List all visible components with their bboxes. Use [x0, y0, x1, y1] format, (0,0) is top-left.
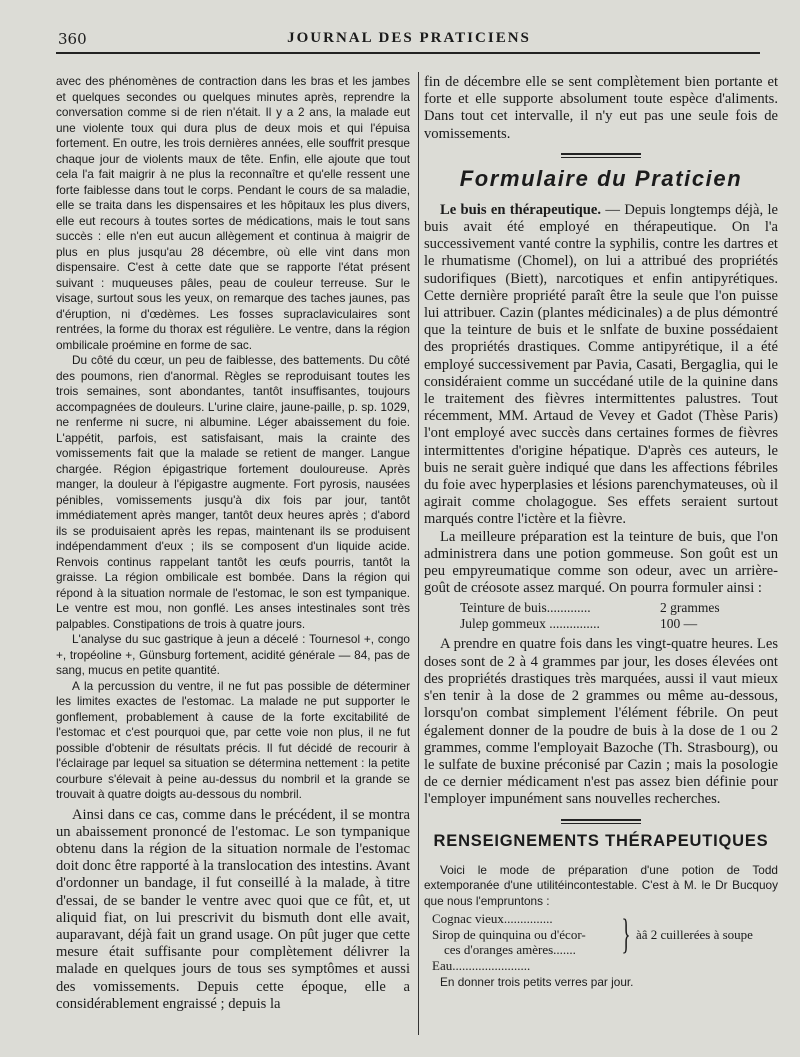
- prescription-line: [424, 616, 778, 632]
- left-column: [56, 74, 410, 1013]
- dose: àâ 2 cuillerées à soupe: [636, 927, 753, 943]
- paragraph: A la percussion du ventre, il ne fut pas possible de déterminer les limites exactes de l'estomac. La malade ne put supporter le gonflement, probablement à cause de la forte excitabilité de l'estomac et c'est pourquoi que, par cette voie non plus, il ne fut possible d'obtenir de résultats précis. Il fut décidé de recourir à l'éclairage par lequel sa situation se détermina nettement : la petite courbure s'élevait à peine au-dessus du nombril et la grande se trouvait à quatre doigts au-dessous du nombril.: [56, 678, 410, 801]
- paragraph: [424, 202, 778, 529]
- paragraph-text: — Depuis longtemps déjà, le buis avait été employé en thérapeutique. On l'a successivement vanté contre la syphilis, contre les dartres et le rhumatisme (Chomel), on lui a attribué des propriétés sudorifiques (Biett), narcotiques et enfin antipyrétiques. Cette dernière propriété paraît être la seule que l'on puisse lui attribuer. Cazin (plantes médicinales) a de plus démontré que la teinture de buis et le snlfate de buxine possédaient des propriétés drastiques. Comme antipyrétique, il a été employé successivement par Pavia, Casati, Bergaglia, qui le considéraient comme un succédané utile de la quinine dans le traitement des fièvres intermittentes palustres. Tout récemment, MM. Artaud de Vevey et Gadot (Thèse Paris) l'ont employé avec succès dans certaines formes de fièvres intermittentes d'origine hépatique. D'après ces auteurs, le buis ne serait guère indiqué que dans les affections fébriles du foie avec hyperplasies et lésions parenchymateuses, où il agirait comme cholagogue. Ses effets seraient surtout marqués contre l'ictère et la fièvre.: [424, 201, 778, 528]
- ingredient: Teinture de buis.............: [460, 600, 591, 616]
- article-heading: Le buis en thérapeutique.: [440, 201, 602, 218]
- dose: 2 grammes: [660, 600, 720, 616]
- ingredient: Eau........................: [432, 957, 531, 973]
- dose: 100 —: [660, 616, 698, 632]
- page-number: 360: [58, 30, 87, 48]
- ingredient: Julep gommeux ...............: [460, 616, 600, 632]
- ingredient: Sirop de quinquina ou d'écor-: [432, 926, 586, 942]
- page-header: [58, 30, 760, 50]
- paragraph: Du côté du cœur, un peu de faiblesse, des battements. Du côté des poumons, rien d'anormal. Règles se reproduisant toutes les trois semaines, sont abondantes, tantôt insuffisantes, toujours accompagnées de douleurs. L'urine claire, jaune-paille, p. sp. 1029, ne renferme ni sucre, ni albumine. Léger abaissement du foie. L'appétit, parfois, est satisfaisant, mais la crainte des vomissements fait que la malade se retient de manger. Langue chargée. Région épigastrique fortement douloureuse. Après manger, la douleur à l'épigastre augmente. Fort pyrosis, nausées pénibles, vomissements jusqu'à dix fois par jour, tantôt immédiatement après manger, tantôt deux heures après ; d'abord ils se produisaient après les repas, maintenant ils se produisent indépendamment d'eux ; ils se composent d'un liquide acide. Renvois continus rappelant tantôt les œufs pourris, tantôt la graisse. La région ombilicale est bombée. Dans la région qui répond à la situation normale de l'estomac, le son est tympanique. Le ventre est mou, non gonflé. Les anses intestinales sont très palpables. Constipations de trois à quatre jours.: [56, 353, 410, 631]
- prescription-line: [424, 600, 778, 616]
- paragraph: La meilleure préparation est la teinture de buis, que l'on administrera dans une potion gommeuse. Son goût est un peu empyreumatique comme son odeur, avec un arrière-goût de créosote assez marqué. On pourra formuler ainsi :: [424, 528, 778, 597]
- ingredient: ces d'oranges amères.......: [444, 942, 576, 958]
- paragraph: A prendre en quatre fois dans les vingt-quatre heures. Les doses sont de 2 à 4 grammes par jour, les doses élevées ont des propriétés drastiques très marquées, aussi il vaut mieux s'en tenir à la dose de 2 grammes ou même au-dessous, lorsqu'on combat simplement l'élément fébrile. On peut également donner de la poudre de buis à la dose de 1 ou 2 grammes, comme l'employait Bazoche (Th. Strasbourg), ou le sulfate de buxine préconisé par Cazin ; mais la posologie de ce dernier médicament n'est pas assez bien définie pour l'employer impunément sans nouvelles recherches.: [424, 636, 778, 808]
- todd-recipe: [424, 911, 778, 973]
- ornamental-rule: [561, 819, 641, 824]
- paragraph: L'analyse du suc gastrique à jeun a décelé : Tournesol +, congo +, tropéoline +, Günsburg fortement, acidité générale — 84, pas de sang, mucus en petite quantité.: [56, 632, 410, 677]
- journal-title: JOURNAL DES PRATICIENS: [287, 30, 531, 46]
- section-title: Formulaire du Praticien: [459, 165, 743, 191]
- paragraph: avec des phénomènes de contraction dans les bras et les jambes et quelques secondes ou quelques minutes après, reprendre la conversation comme si de rien n'était. Il y a 2 ans, la malade eut une violente toux qui dura plus de deux mois et qui l'épuisa fortement. En outre, les trois dernières années, elle souffrit presque chaque jour de violents maux de tête. Enfin, elle ajoute que tout cela l'a fait maigrir à ne plus la reconnaître et qu'elle ressent une forte faiblesse dans tout le corps. Pendant le cours de sa maladie, elle se traita dans les dispensaires et les hôpitaux les plus divers, elle eut recours à toutes sortes de médications, mais le tout sans succès : elle n'en eut aucun allègement et continua à maigrir de plus en plus jusqu'au 28 décembre, où elle vint dans mon dispensaire. C'est à cette date que se rapporte l'état présent suivant : muqueuses pâles, peau de couleur terreuse. Sur le visage, surtout sous les yeux, on remarque des taches jaunes, pas d'éruption, ni d'œdèmes. Les fosses supraclaviculaires sont rentrées, la forme du thorax est régulière. Le ventre, dans la région ombilicale proémine en forme de sac.: [56, 74, 410, 352]
- prescription: [424, 600, 778, 632]
- section-title: RENSEIGNEMENTS THÉRAPEUTIQUES: [433, 831, 769, 850]
- header-rule: [56, 52, 760, 54]
- paragraph: En donner trois petits verres par jour.: [440, 975, 634, 990]
- right-column: [424, 74, 778, 991]
- paragraph: Voici le mode de préparation d'une potion de Todd extemporanée d'une utilitéincontestable. C'est à M. le Dr Bucquoy que nous l'empruntons :: [424, 862, 778, 908]
- column-divider: [418, 72, 419, 1035]
- paragraph: fin de décembre elle se sent complètement bien portante et forte et elle supporte absolument toute espèce d'aliments. Dans tout cet intervalle, il n'y eut pas une seule fois de vomissements.: [424, 74, 778, 142]
- brace: }: [621, 912, 631, 959]
- paragraph: Ainsi dans ce cas, comme dans le précédent, il se montra un abaissement prononcé de l'estomac. Le son tympanique obtenu dans la région de la situation normale de l'estomac doit donc être rapporté à la translocation des intestins. Avant d'ordonner un bandage, il fut conseillé à la malade, à titre d'essai, de se bander le ventre avec quoi que ce fût, et, ut aliquid fiat, on lui prescrivit du bismuth dont elle avait, auparavant, déjà fait un grand usage. On pût juger que cette mesure était suffisante pour complètement délivrer la malade en quelques jours de tous ses symptômes et aussi des vomissements. Depuis cette époque, elle a considérablement engraissé ; depuis la: [56, 806, 410, 1012]
- ornamental-rule: [561, 153, 641, 158]
- ingredient: Cognac vieux...............: [432, 911, 553, 927]
